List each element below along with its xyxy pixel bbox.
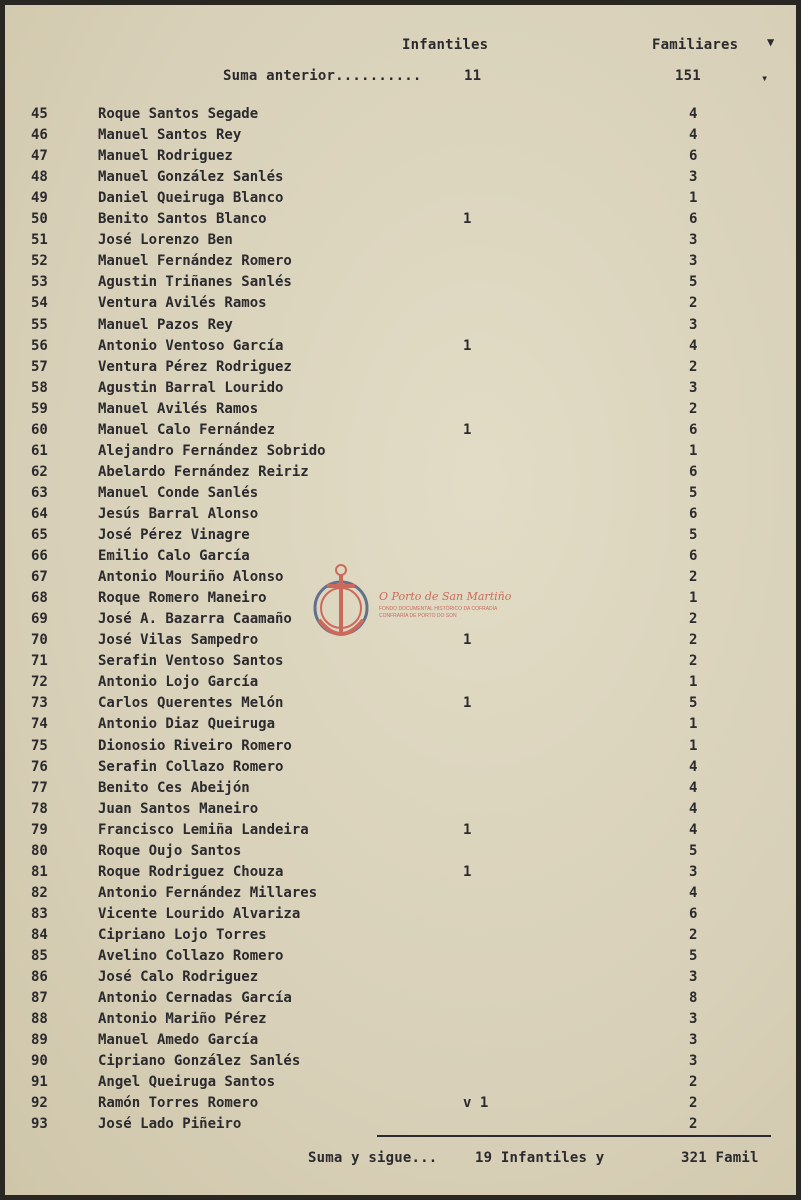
infantiles-column-header: Infantiles — [402, 37, 489, 53]
familiares-count: 1 — [689, 674, 698, 691]
list-item — [5, 485, 796, 505]
familiares-count: 8 — [689, 990, 698, 1007]
member-name: Avelino Collazo Romero — [98, 948, 284, 964]
row-number: 59 — [31, 400, 48, 417]
member-name: Benito Santos Blanco — [98, 211, 267, 228]
member-name: Antonio Lojo García — [98, 674, 259, 691]
familiares-count: 3 — [689, 316, 698, 333]
member-name: José Vilas Sampedro — [98, 632, 259, 649]
row-number: 80 — [31, 842, 48, 859]
member-name: Dionosio Riveiro Romero — [98, 737, 292, 754]
list-item — [5, 169, 796, 189]
list-item — [5, 759, 796, 779]
row-number: 54 — [31, 295, 48, 312]
row-number: 70 — [31, 632, 48, 649]
member-name: Manuel Conde Sanlés — [98, 484, 259, 501]
row-number: 51 — [31, 232, 48, 249]
archive-watermark — [305, 560, 512, 650]
member-name: Carlos Querentes Melón — [98, 695, 284, 712]
list-item — [5, 1011, 796, 1031]
member-name: Abelardo Fernández Reiriz — [98, 463, 309, 480]
member-name: Emilio Calo García — [98, 548, 250, 565]
list-item — [5, 674, 796, 694]
member-name: Angel Queiruga Santos — [98, 1074, 276, 1091]
familiares-count: 1 — [689, 190, 698, 207]
row-number: 69 — [31, 611, 48, 628]
list-item — [5, 990, 796, 1010]
infantiles-count: 1 — [463, 632, 472, 649]
member-name: Antonio Mariño Pérez — [98, 1011, 267, 1028]
member-name: José Lado Piñeiro — [98, 1116, 242, 1133]
list-item — [5, 738, 796, 758]
previous-sum-label: Suma anterior.......... — [223, 68, 422, 84]
member-name: Cipriano González Sanlés — [98, 1053, 301, 1070]
familiares-count: 4 — [689, 884, 698, 901]
row-number: 68 — [31, 590, 48, 607]
member-name: Serafin Collazo Romero — [98, 758, 284, 775]
familiares-count: 2 — [689, 1095, 698, 1112]
list-item — [5, 338, 796, 358]
familiares-count: 2 — [689, 926, 698, 943]
member-name: Antonio Cernadas García — [98, 990, 292, 1007]
member-name: Roque Oujo Santos — [98, 842, 242, 859]
document-page — [5, 5, 796, 1195]
list-item — [5, 506, 796, 526]
row-number: 50 — [31, 211, 48, 228]
row-number: 74 — [31, 716, 48, 733]
familiares-count: 6 — [689, 421, 698, 438]
list-item — [5, 885, 796, 905]
member-name: Manuel González Sanlés — [98, 169, 284, 186]
familiares-count: 2 — [689, 611, 698, 628]
anchor-logo-icon — [305, 560, 377, 650]
familiares-count: 2 — [689, 1074, 698, 1091]
familiares-count: 3 — [689, 253, 698, 270]
row-number: 46 — [31, 127, 48, 144]
row-number: 82 — [31, 884, 48, 901]
list-item — [5, 969, 796, 989]
member-name: Antonio Fernández Millares — [98, 884, 318, 901]
member-name: Ramón Torres Romero — [98, 1095, 259, 1112]
list-item — [5, 948, 796, 968]
familiares-count: 6 — [689, 905, 698, 922]
list-item — [5, 716, 796, 736]
familiares-count: 5 — [689, 695, 698, 712]
list-item — [5, 1116, 796, 1136]
list-item — [5, 1032, 796, 1052]
familiares-count: 6 — [689, 211, 698, 228]
member-name: Juan Santos Maneiro — [98, 800, 259, 817]
list-item — [5, 422, 796, 442]
list-item — [5, 274, 796, 294]
familiares-count: 4 — [689, 800, 698, 817]
member-name: Antonio Mouriño Alonso — [98, 569, 284, 586]
familiares-count: 5 — [689, 484, 698, 501]
list-item — [5, 295, 796, 315]
row-number: 67 — [31, 569, 48, 586]
row-number: 52 — [31, 253, 48, 270]
familiares-column-header: Familiares — [652, 37, 739, 53]
familiares-count: 2 — [689, 1116, 698, 1133]
familiares-count: 2 — [689, 569, 698, 586]
familiares-count: 3 — [689, 1053, 698, 1070]
list-item — [5, 317, 796, 337]
row-number: 57 — [31, 358, 48, 375]
row-number: 53 — [31, 274, 48, 291]
familiares-count: 4 — [689, 758, 698, 775]
row-number: 63 — [31, 484, 48, 501]
familiares-count: 5 — [689, 948, 698, 964]
familiares-count: 2 — [689, 295, 698, 312]
row-number: 47 — [31, 148, 48, 165]
row-number: 91 — [31, 1074, 48, 1091]
list-item — [5, 401, 796, 421]
ink-mark-icon: ▼ — [767, 35, 775, 49]
familiares-count: 5 — [689, 527, 698, 543]
list-item — [5, 253, 796, 273]
row-number: 92 — [31, 1095, 48, 1112]
member-name: José Pérez Vinagre — [98, 527, 250, 543]
footer-sum-infantiles: 19 Infantiles y — [475, 1150, 605, 1166]
member-name: Cipriano Lojo Torres — [98, 926, 267, 943]
row-number: 64 — [31, 505, 48, 522]
member-name: Manuel Calo Fernández — [98, 421, 276, 438]
row-number: 87 — [31, 990, 48, 1007]
footer-sum-familiares: 321 Famil — [681, 1150, 759, 1166]
row-number: 77 — [31, 779, 48, 796]
row-number: 49 — [31, 190, 48, 207]
list-item — [5, 927, 796, 947]
member-name: Agustin Barral Lourido — [98, 379, 284, 396]
list-item — [5, 780, 796, 800]
familiares-count: 5 — [689, 274, 698, 291]
familiares-count: 1 — [689, 442, 698, 459]
row-number: 83 — [31, 905, 48, 922]
familiares-count: 3 — [689, 1011, 698, 1028]
member-name: Antonio Ventoso García — [98, 337, 284, 354]
ink-mark-icon: ▾ — [761, 71, 769, 85]
row-number: 55 — [31, 316, 48, 333]
footer-sum-label: Suma y sigue... — [308, 1150, 438, 1166]
watermark-line-1: FONDO DOCUMENTAL HISTÓRICO DA COFRADÍA — [379, 606, 498, 612]
familiares-count: 3 — [689, 863, 698, 880]
row-number: 45 — [31, 106, 48, 122]
member-name: Manuel Rodriguez — [98, 148, 233, 165]
familiares-count: 6 — [689, 548, 698, 565]
row-number: 58 — [31, 379, 48, 396]
familiares-count: 3 — [689, 169, 698, 186]
row-number: 48 — [31, 169, 48, 186]
row-number: 65 — [31, 527, 48, 543]
member-name: Ventura Pérez Rodriguez — [98, 358, 292, 375]
member-name: José Lorenzo Ben — [98, 232, 233, 249]
member-name: Ventura Avilés Ramos — [98, 295, 267, 312]
list-item — [5, 464, 796, 484]
list-item — [5, 906, 796, 926]
row-number: 76 — [31, 758, 48, 775]
list-item — [5, 1074, 796, 1094]
familiares-count: 6 — [689, 148, 698, 165]
familiares-count: 5 — [689, 842, 698, 859]
row-number: 90 — [31, 1053, 48, 1070]
member-name: Alejandro Fernández Sobrido — [98, 442, 326, 459]
infantiles-count: v 1 — [463, 1095, 489, 1112]
member-name: Roque Romero Maneiro — [98, 590, 267, 607]
row-number: 73 — [31, 695, 48, 712]
member-name: Vicente Lourido Alvariza — [98, 905, 301, 922]
familiares-count: 4 — [689, 779, 698, 796]
member-name: Manuel Amedo García — [98, 1032, 259, 1049]
familiares-count: 6 — [689, 463, 698, 480]
list-item — [5, 1095, 796, 1115]
list-item — [5, 443, 796, 463]
row-number: 66 — [31, 548, 48, 565]
total-divider-line — [377, 1135, 771, 1137]
member-name: Agustin Triñanes Sanlés — [98, 274, 292, 291]
list-item — [5, 653, 796, 673]
familiares-count: 2 — [689, 632, 698, 649]
list-item — [5, 695, 796, 715]
member-name: Daniel Queiruga Blanco — [98, 190, 284, 207]
familiares-count: 2 — [689, 653, 698, 670]
list-item — [5, 527, 796, 547]
list-item — [5, 190, 796, 210]
member-name: Roque Rodriguez Chouza — [98, 863, 284, 880]
familiares-count: 1 — [689, 737, 698, 754]
row-number: 93 — [31, 1116, 48, 1133]
watermark-line-2: CONFRARÍA DE PORTO DO SON — [379, 613, 457, 619]
row-number: 86 — [31, 969, 48, 986]
row-number: 56 — [31, 337, 48, 354]
row-number: 78 — [31, 800, 48, 817]
row-number: 75 — [31, 737, 48, 754]
member-name: Benito Ces Abeijón — [98, 779, 250, 796]
row-number: 85 — [31, 948, 48, 964]
row-number: 79 — [31, 821, 48, 838]
member-name: Antonio Diaz Queiruga — [98, 716, 276, 733]
infantiles-count: 1 — [463, 421, 472, 438]
list-item — [5, 106, 796, 126]
row-number: 88 — [31, 1011, 48, 1028]
list-item — [5, 843, 796, 863]
watermark-title: O Porto de San Martiño — [379, 590, 512, 603]
familiares-count: 4 — [689, 821, 698, 838]
familiares-count: 3 — [689, 1032, 698, 1049]
infantiles-count: 1 — [463, 211, 472, 228]
member-name: Francisco Lemiña Landeira — [98, 821, 309, 838]
member-name: Roque Santos Segade — [98, 106, 259, 122]
familiares-count: 4 — [689, 127, 698, 144]
member-name: Jesús Barral Alonso — [98, 505, 259, 522]
list-item — [5, 148, 796, 168]
list-item — [5, 232, 796, 252]
infantiles-count: 1 — [463, 863, 472, 880]
row-number: 84 — [31, 926, 48, 943]
familiares-count: 4 — [689, 106, 698, 122]
list-item — [5, 211, 796, 231]
previous-sum-infantiles: 11 — [464, 68, 482, 84]
familiares-count: 2 — [689, 358, 698, 375]
list-item — [5, 127, 796, 147]
previous-sum-familiares: 151 — [675, 68, 701, 84]
infantiles-count: 1 — [463, 695, 472, 712]
row-number: 60 — [31, 421, 48, 438]
familiares-count: 3 — [689, 379, 698, 396]
familiares-count: 1 — [689, 590, 698, 607]
familiares-count: 3 — [689, 232, 698, 249]
familiares-count: 3 — [689, 969, 698, 986]
familiares-count: 1 — [689, 716, 698, 733]
infantiles-count: 1 — [463, 821, 472, 838]
familiares-count: 4 — [689, 337, 698, 354]
row-number: 61 — [31, 442, 48, 459]
list-item — [5, 864, 796, 884]
infantiles-count: 1 — [463, 337, 472, 354]
member-name: Manuel Santos Rey — [98, 127, 242, 144]
row-number: 72 — [31, 674, 48, 691]
member-name: José Calo Rodriguez — [98, 969, 259, 986]
list-item — [5, 822, 796, 842]
list-item — [5, 801, 796, 821]
list-item — [5, 1053, 796, 1073]
row-number: 71 — [31, 653, 48, 670]
member-name: Manuel Avilés Ramos — [98, 400, 259, 417]
familiares-count: 2 — [689, 400, 698, 417]
familiares-count: 6 — [689, 505, 698, 522]
row-number: 62 — [31, 463, 48, 480]
list-item — [5, 359, 796, 379]
row-number: 81 — [31, 863, 48, 880]
member-name: Manuel Fernández Romero — [98, 253, 292, 270]
member-name: Manuel Pazos Rey — [98, 316, 233, 333]
member-name: José A. Bazarra Caamaño — [98, 611, 292, 628]
member-name: Serafin Ventoso Santos — [98, 653, 284, 670]
row-number: 89 — [31, 1032, 48, 1049]
list-item — [5, 380, 796, 400]
